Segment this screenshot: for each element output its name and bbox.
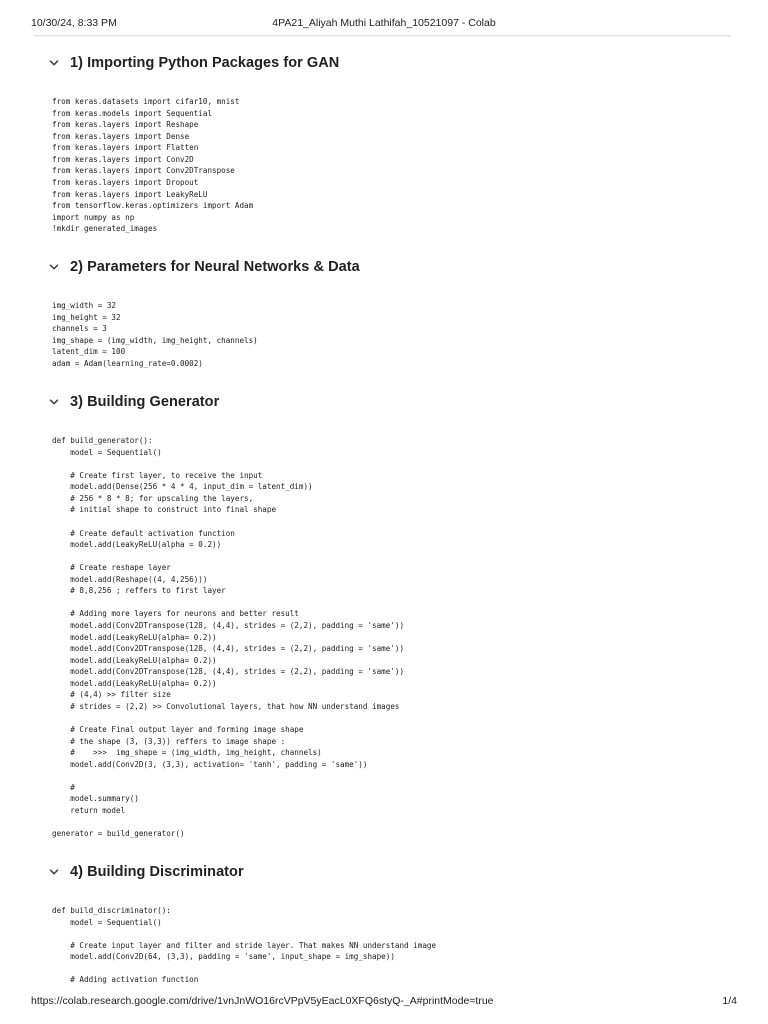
chevron-down-icon[interactable] xyxy=(47,865,61,879)
section-title: 4) Building Discriminator xyxy=(70,864,244,880)
page-number: 1/4 xyxy=(722,995,737,1007)
code-cell-discriminator[interactable]: def build_discriminator(): model = Sequential() # Create input layer and filter and stride layer. That makes NN understand image model.add(Conv2D(64, (3,3), padding = 'same', input_shape = img_shape)) # Adding activation function xyxy=(52,906,437,985)
section-title: 2) Parameters for Neural Networks & Data xyxy=(70,259,360,275)
code-cell-imports[interactable]: from keras.datasets import cifar10, mnist from keras.models import Sequential from keras.layers import Reshape from keras.layers import Dense from keras.layers import Flatten from keras.layers import Conv2D from keras.layers import Conv2DTranspose from keras.layers import Dropout from keras.layers import LeakyReLU from tensorflow.keras.optimizers import Adam import numpy as np !mkdir generated_images xyxy=(52,97,254,234)
section-title: 3) Building Generator xyxy=(70,394,220,410)
section-header-discriminator[interactable] xyxy=(47,862,244,882)
section-title: 1) Importing Python Packages for GAN xyxy=(70,55,340,71)
page-url: https://colab.research.google.com/drive/1vnJnWO16rcVPpV5yEacL0XFQ6styQ-_A#printMode=true xyxy=(31,995,494,1007)
chevron-down-icon[interactable] xyxy=(47,56,61,70)
section-header-imports[interactable] xyxy=(47,53,339,73)
document-title: 4PA21_Aliyah Muthi Lathifah_10521097 - Colab xyxy=(272,17,496,29)
chevron-down-icon[interactable] xyxy=(47,395,61,409)
section-header-generator[interactable] xyxy=(47,392,219,412)
header-divider xyxy=(34,35,731,36)
print-header xyxy=(31,17,737,31)
section-header-parameters[interactable] xyxy=(47,257,360,277)
print-footer xyxy=(31,995,737,1009)
chevron-down-icon[interactable] xyxy=(47,260,61,274)
code-cell-parameters[interactable]: img_width = 32 img_height = 32 channels = 3 img_shape = (img_width, img_height, channels) latent_dim = 100 adam = Adam(learning_rate=0.0002) xyxy=(52,301,258,368)
print-datetime: 10/30/24, 8:33 PM xyxy=(31,17,117,29)
code-cell-generator[interactable]: def build_generator(): model = Sequential() # Create first layer, to receive the input model.add(Dense(256 * 4 * 4, input_dim = latent_dim)) # 256 * 8 * 8; for upscaling the layers, # initial shape to construct into final shape # Create default activation function model.add(LeakyReLU(alpha = 0.2)) # Create reshape layer model.add(Reshape((4, 4,256))) # 8,8,256 ; reffers to first layer # Adding more layers for neurons and better result model.add(Conv2DTranspose(128, (4,4), strides = (2,2), padding = 'same')) model.add(LeakyReLU(alpha= 0.2)) model.add(Conv2DTranspose(128, (4,4), strides = (2,2), padding = 'same')) model.add(LeakyReLU(alpha= 0.2)) model.add(Conv2DTranspose(128, (4,4), strides = (2,2), padding = 'same')) model.add(LeakyReLU(alpha= 0.2)) # (4,4) >> filter size # strides = (2,2) >> Convolutional layers, that how NN understand images # Create Final output layer and forming image shape # the shape (3, (3,3)) reffers to image shape : # >>> img_shape = (img_width, img_height, channels) model.add(Conv2D(3, (3,3), activation= 'tanh', padding = 'same')) # model.summary() return model generator = build_generator() xyxy=(52,436,405,839)
